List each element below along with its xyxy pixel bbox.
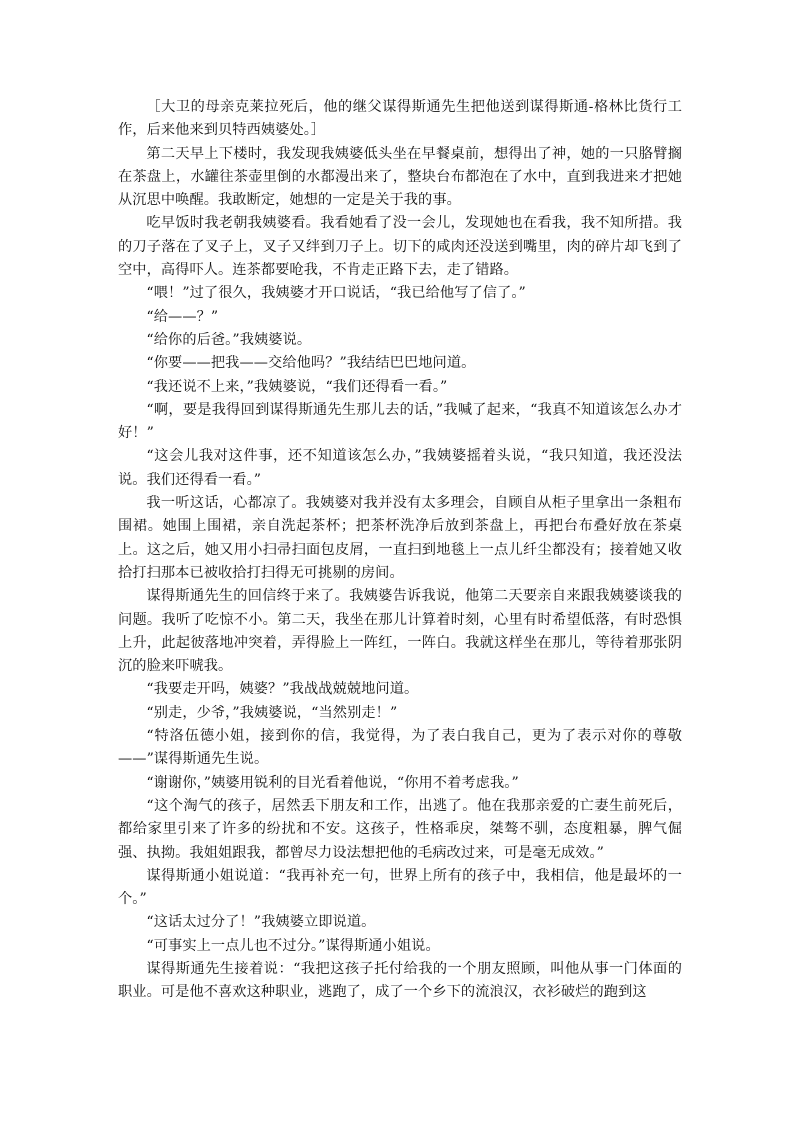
paragraph: 我一听这话，心都凉了。我姨婆对我并没有太多理会，自顾自从柜子里拿出一条粗布围裙。她围上围裙，亲自洗起茶杯；把茶杯洗净后放到茶盘上，再把台布叠好放在茶桌上。这之后，她又用小扫帚扫面包皮屑，一直扫到地毯上一点儿纤尘都没有；接着她又收拾打扫那本已被收拾打扫得无可挑剔的房间。 (118, 495, 682, 581)
paragraph: 第二天早上下楼时，我发现我姨婆低头坐在早餐桌前，想得出了神，她的一只胳臂搁在茶盘上，水罐往茶壶里倒的水都漫出来了，整块台布都泡在了水中，直到我进来才把她从沉思中唤醒。我敢断定，她想的一定是关于我的事。 (118, 145, 682, 209)
paragraph: “给——？” (146, 308, 219, 325)
paragraph: “这话太过分了！”我姨婆立即说道。 (146, 914, 376, 931)
paragraph: 谋得斯通小姐说道：“我再补充一句，世界上所有的孩子中，我相信，他是最坏的一个。” (118, 867, 682, 908)
paragraph: “我还说不上来，”我姨婆说，“我们还得看一看。” (146, 378, 448, 395)
paragraph: 吃早饭时我老朝我姨婆看。我看她看了没一会儿，发现她也在看我，我不知所措。我的刀子落在了叉子上，叉子又绊到刀子上。切下的咸肉还没送到嘴里，肉的碎片却飞到了空中，高得吓人。连茶都要呛我，不肯走正路下去，走了错路。 (118, 215, 682, 279)
paragraph: “啊，要是我得回到谋得斯通先生那儿去的话，”我喊了起来，“我真不知道该怎么办才好！” (118, 401, 682, 442)
paragraph: “这个淘气的孩子，居然丢下朋友和工作，出逃了。他在我那亲爱的亡妻生前死后，都给家里引来了许多的纷扰和不安。这孩子，性格乖戾，桀骜不驯，态度粗暴，脾气倔强、执拗。我姐姐跟我，都曾尽力设法想把他的毛病改过来，可是毫无成效。” (118, 797, 682, 861)
paragraph: “你要——把我——交给他吗？”我结结巴巴地问道。 (146, 355, 476, 372)
paragraph: 谋得斯通先生接着说：“我把这孩子托付给我的一个朋友照顾，叫他从事一门体面的职业。可是他不喜欢这种职业，逃跑了，成了一个乡下的流浪汉，衣衫破烂的跑到这 (118, 960, 682, 1001)
paragraph: “我要走开吗，姨婆？”我战战兢兢地问道。 (146, 681, 419, 698)
paragraph: “给你的后爸。”我姨婆说。 (146, 331, 312, 348)
paragraph: “谢谢你，”姨婆用锐利的目光看着他说，“你用不着考虑我。” (146, 774, 519, 791)
paragraph: 谋得斯通先生的回信终于来了。我姨婆告诉我说，他第二天要亲自来跟我姨婆谈我的问题。我听了吃惊不小。第二天，我坐在那儿计算着时刻，心里有时希望低落，有时恐惧上升，此起彼落地冲突着，弄得脸上一阵红，一阵白。我就这样坐在那儿，等待着那张阴沉的脸来吓唬我。 (118, 588, 682, 675)
intro-note: ［大卫的母亲克莱拉死后，他的继父谋得斯通先生把他送到谋得斯通-格林比货行工作，后来他来到贝特西姨婆处。］ (118, 99, 682, 139)
paragraph: “可事实上一点儿也不过分。”谋得斯通小姐说。 (146, 937, 440, 954)
paragraph: “这会儿我对这件事，还不知道该怎么办，”我姨婆摇着头说，“我只知道，我还没法说。我们还得看一看。” (118, 448, 682, 488)
paragraph: “别走，少爷，”我姨婆说，“当然别走！” (146, 704, 398, 721)
paragraph: “喂！”过了很久，我姨婆才开口说话，“我已给他写了信了。” (146, 285, 526, 302)
paragraph: “特洛伍德小姐，接到你的信，我觉得，为了表白我自己，更为了表示对你的尊敬——”谋得斯通先生说。 (118, 728, 682, 768)
